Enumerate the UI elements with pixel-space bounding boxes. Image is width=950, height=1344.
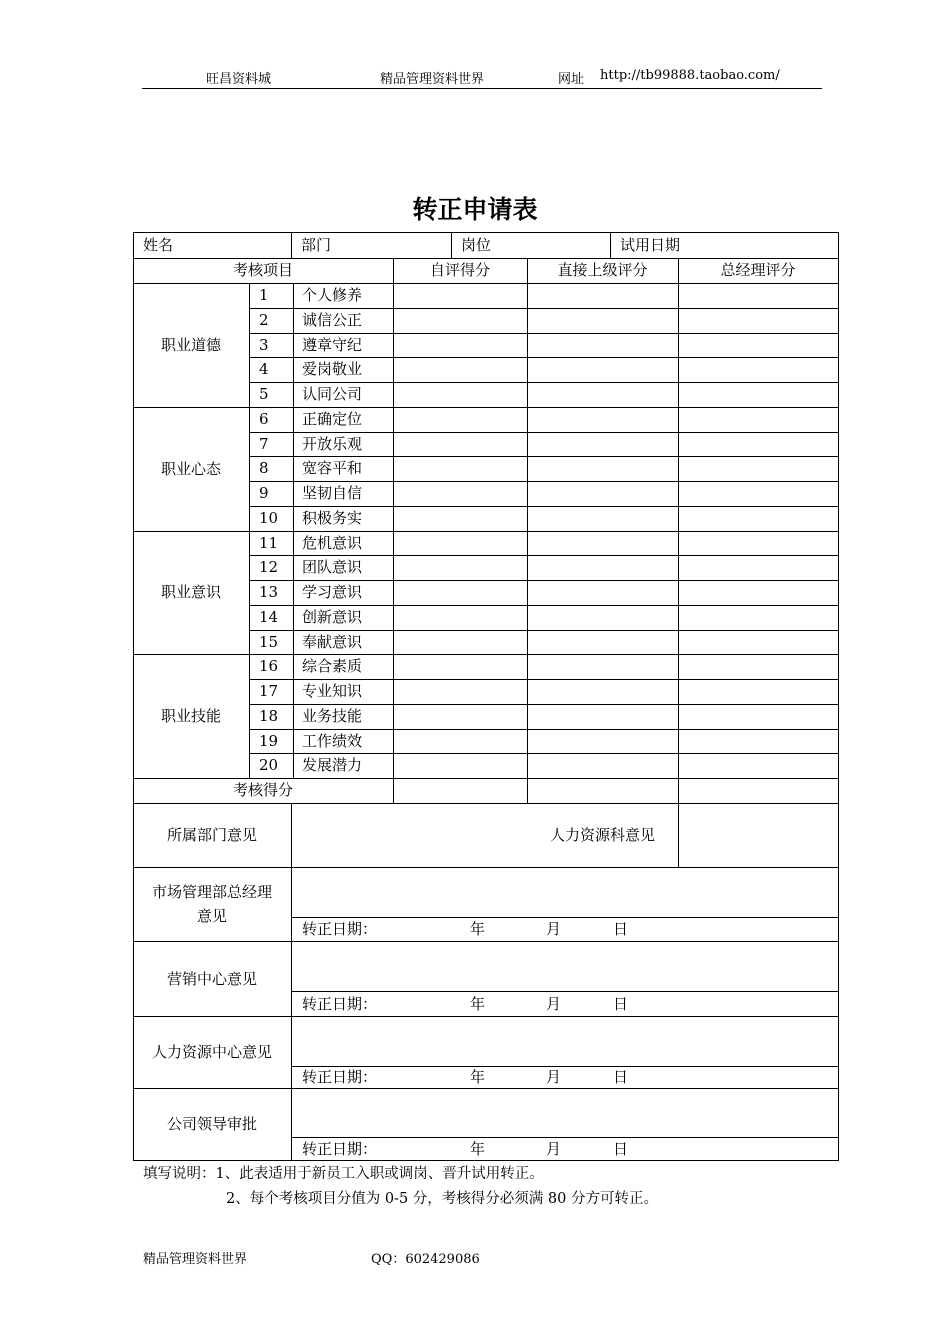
item-number: 18 (259, 706, 279, 725)
table-border-left (133, 232, 134, 1160)
item-label: 团队意识 (302, 558, 363, 577)
category-divider (133, 407, 838, 408)
approval-label: 公司领导审批 (166, 1115, 257, 1133)
date-month-label: 月 (546, 920, 562, 938)
department-opinion-label: 所属部门意见 (166, 826, 257, 844)
header-center-text: 精品管理资料世界 (380, 72, 485, 87)
effective-date-label: 转正日期： (302, 1139, 378, 1158)
item-label: 宽容平和 (302, 459, 363, 478)
date-year-label: 年 (470, 1068, 486, 1086)
item-label: 个人修养 (302, 286, 363, 304)
score-header-supervisor: 直接上级评分 (557, 261, 648, 279)
table-line (291, 867, 292, 941)
name-label: 姓名 (143, 236, 174, 254)
item-label: 积极务实 (302, 508, 363, 527)
date-year-label: 年 (470, 1139, 486, 1158)
table-line (678, 258, 679, 867)
table-line (133, 283, 838, 284)
department-label: 部门 (301, 236, 332, 254)
item-label: 创新意识 (302, 607, 363, 626)
date-month-label: 月 (546, 994, 562, 1013)
table-border-right (838, 232, 839, 1161)
item-number: 16 (259, 657, 279, 676)
form-title: 转正申请表 (412, 195, 538, 224)
approval-label: 市场管理部总经理意见 (151, 883, 272, 925)
item-label: 专业知识 (302, 682, 363, 700)
footer-qq: QQ：602429086 (371, 1252, 480, 1267)
item-label: 工作绩效 (302, 731, 363, 750)
category-label: 职业技能 (160, 707, 221, 726)
item-label: 正确定位 (302, 409, 363, 428)
footer-left-text: 精品管理资料世界 (143, 1252, 248, 1267)
table-line (291, 803, 292, 867)
page-header (142, 68, 822, 89)
hr-section-opinion-label: 人力资源科意见 (549, 826, 655, 844)
table-line (610, 232, 611, 258)
trial-date-label: 试用日期 (620, 236, 681, 254)
table-line (133, 803, 838, 804)
category-divider (133, 654, 838, 655)
item-number: 15 (259, 632, 279, 651)
item-number: 13 (259, 583, 279, 601)
item-label: 综合素质 (302, 657, 363, 676)
item-number: 10 (259, 508, 279, 527)
date-day-label: 日 (613, 1139, 629, 1158)
note-line-1: 填写说明：1、此表适用于新员工入职或调岗、晋升试用转正。 (143, 1166, 544, 1182)
header-url: http://tb99888.taobao.com/ (600, 68, 780, 83)
date-day-label: 日 (613, 1068, 629, 1086)
date-year-label: 年 (470, 994, 486, 1013)
item-number: 7 (259, 434, 269, 453)
item-label: 开放乐观 (302, 434, 363, 453)
effective-date-label: 转正日期： (302, 920, 378, 938)
category-label: 职业心态 (160, 459, 221, 478)
item-number: 12 (259, 558, 279, 577)
item-label: 发展潜力 (302, 756, 363, 775)
item-label: 奉献意识 (302, 632, 363, 651)
date-month-label: 月 (546, 1068, 562, 1086)
item-label: 危机意识 (302, 533, 363, 552)
item-number: 17 (259, 682, 279, 700)
item-number: 1 (259, 286, 269, 304)
note-line-2: 2、每个考核项目分值为 0-5 分，考核得分必须满 80 分方可转正。 (226, 1191, 658, 1207)
table-line (291, 232, 292, 258)
score-header-gm: 总经理评分 (720, 261, 796, 279)
category-label: 职业道德 (160, 335, 221, 354)
item-label: 业务技能 (302, 706, 363, 725)
table-line (291, 1088, 292, 1160)
application-form-table (133, 232, 838, 1160)
total-score-label: 考核得分 (232, 781, 293, 799)
item-label: 认同公司 (302, 385, 363, 403)
header-left-text: 旺昌资料城 (206, 72, 272, 87)
score-header-item: 考核项目 (232, 261, 293, 279)
item-number: 3 (259, 335, 269, 354)
item-number: 2 (259, 310, 269, 329)
item-number: 11 (259, 533, 279, 552)
item-number: 8 (259, 459, 269, 478)
approval-label: 营销中心意见 (166, 969, 257, 988)
item-label: 诚信公正 (302, 310, 363, 329)
date-day-label: 日 (613, 920, 629, 938)
date-month-label: 月 (546, 1139, 562, 1158)
item-number: 20 (259, 756, 279, 775)
item-label: 学习意识 (302, 583, 363, 601)
effective-date-label: 转正日期： (302, 994, 378, 1013)
item-number: 6 (259, 409, 269, 428)
item-number: 9 (259, 484, 269, 502)
category-label: 职业意识 (160, 583, 221, 602)
table-line (451, 232, 452, 258)
item-label: 爱岗敬业 (302, 360, 363, 379)
date-year-label: 年 (470, 920, 486, 938)
table-line (291, 1016, 292, 1088)
item-number: 4 (259, 360, 269, 379)
header-url-label: 网址 (558, 72, 585, 87)
item-label: 坚韧自信 (302, 484, 363, 502)
score-header-self: 自评得分 (429, 261, 490, 279)
item-number: 14 (259, 607, 279, 626)
date-day-label: 日 (613, 994, 629, 1013)
category-divider (133, 531, 838, 532)
position-label: 岗位 (461, 236, 492, 254)
item-number: 5 (259, 385, 269, 403)
item-label: 遵章守纪 (302, 335, 363, 354)
effective-date-label: 转正日期： (302, 1068, 378, 1086)
table-line (291, 941, 292, 1016)
approval-label: 人力资源中心意见 (151, 1043, 272, 1061)
item-number: 19 (259, 731, 279, 750)
